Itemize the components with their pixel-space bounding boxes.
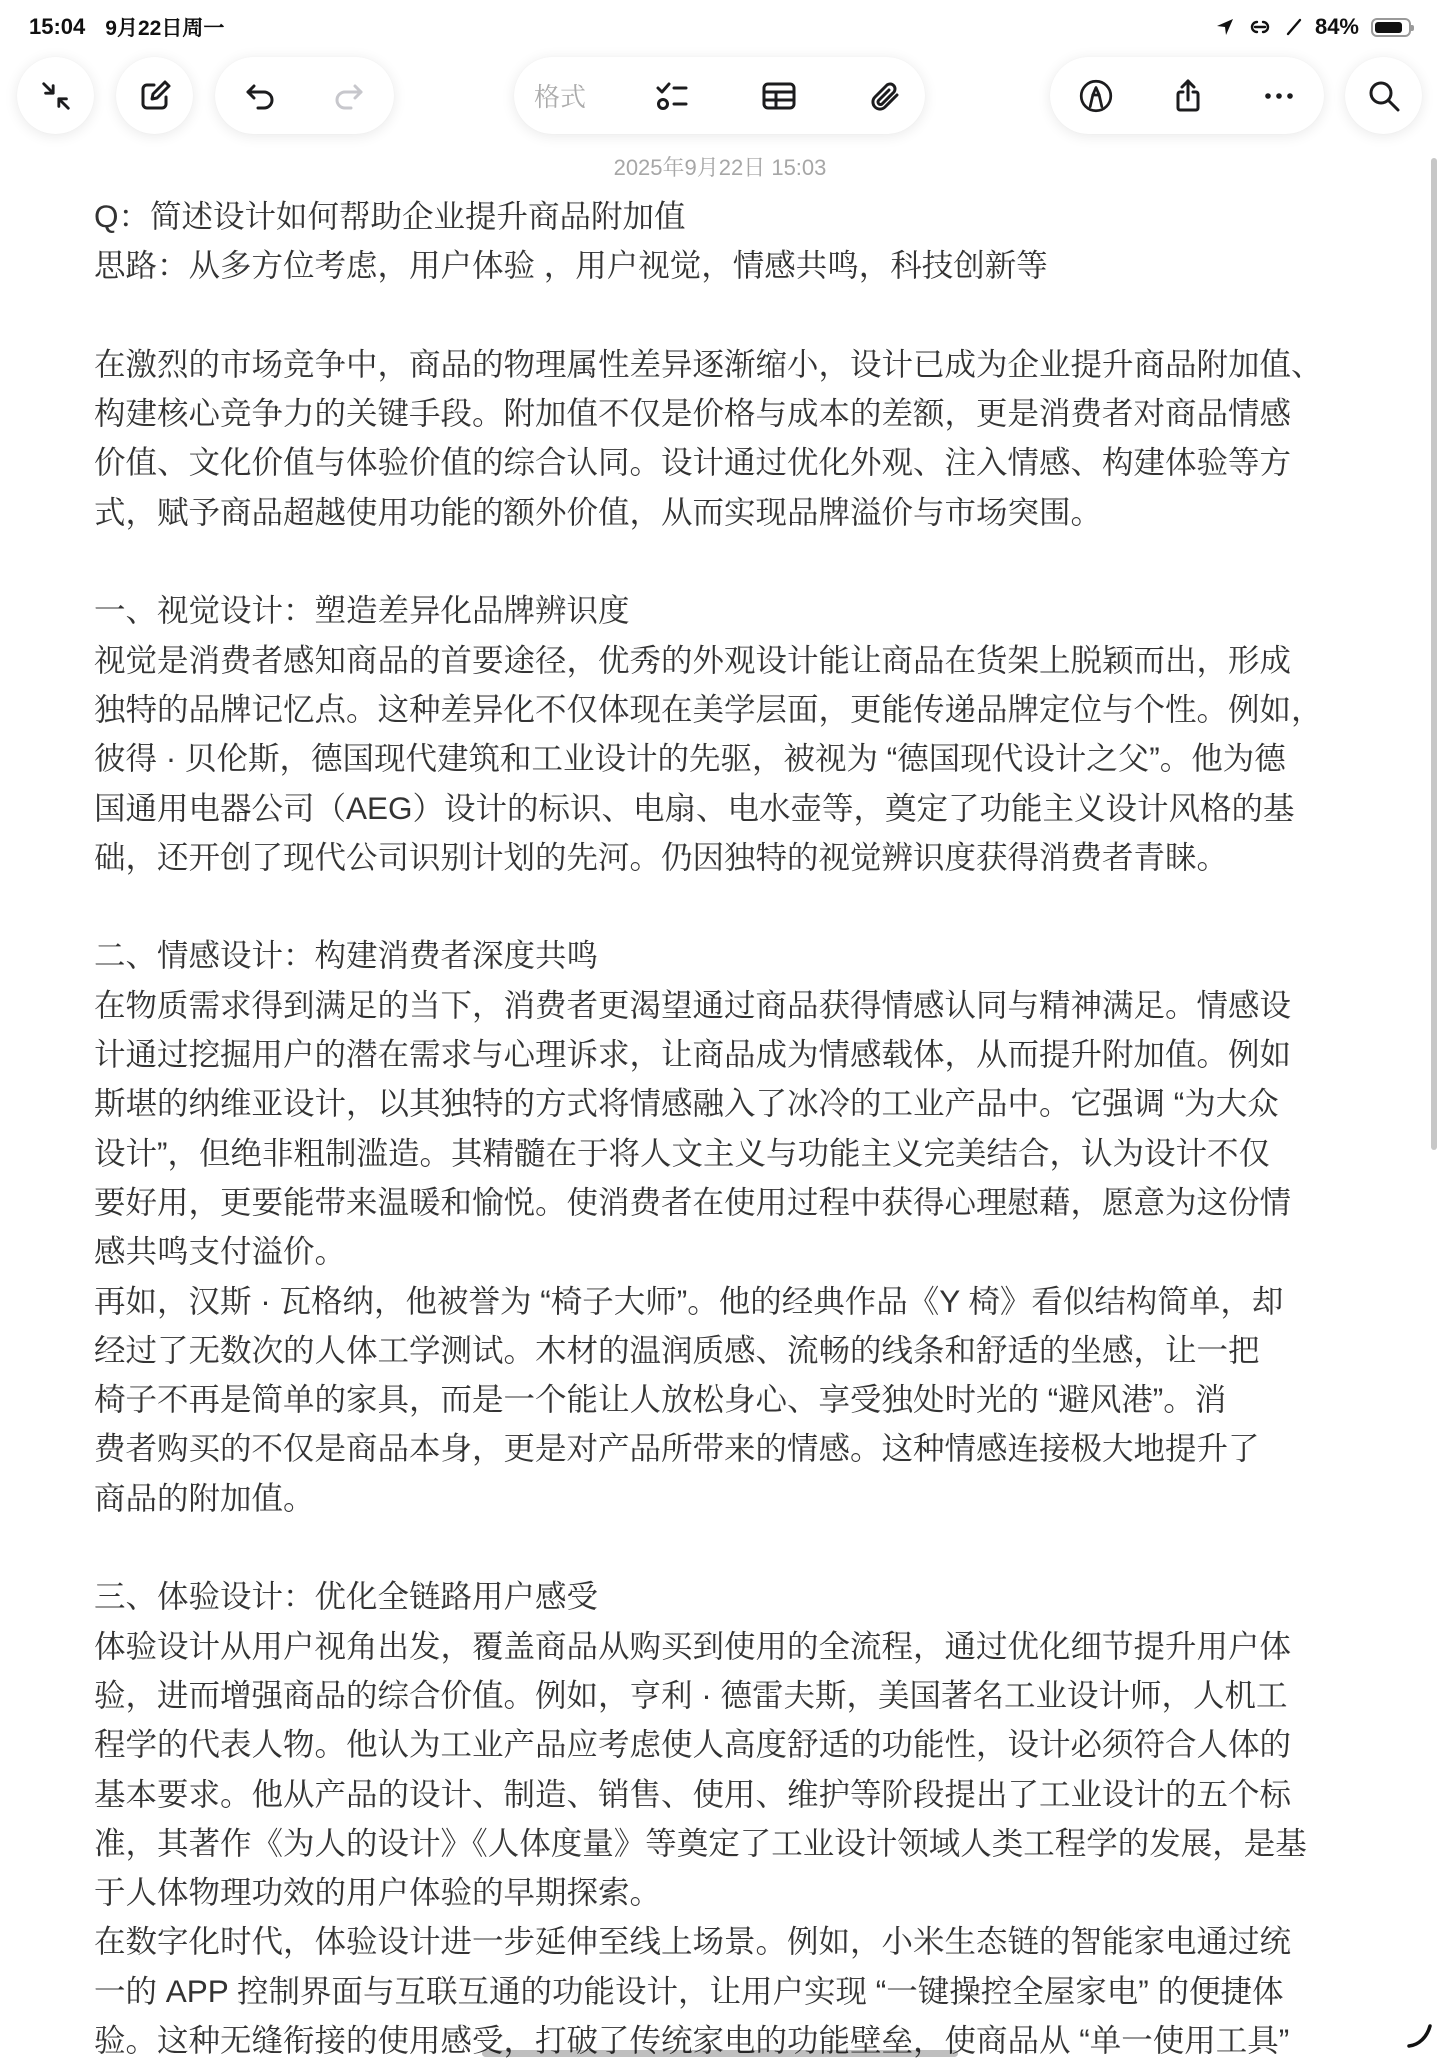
note-blank-line[interactable] [94,537,1414,586]
collapse-arrows-icon [39,79,73,113]
redo-icon [331,78,367,114]
note-line[interactable]: 体验设计从用户视角出发，覆盖商品从购买到使用的全流程，通过优化细节提升用户体 [94,1627,1292,1664]
note-line[interactable]: 在物质需求得到满足的当下，消费者更渴望通过商品获得情感认同与精神满足。情感设 [94,986,1292,1023]
table-button[interactable] [759,78,799,114]
note-line[interactable]: 于人体物理功效的用户体验的早期探索。 [94,1874,662,1911]
note-line[interactable]: 设计”，但绝非粗制滥造。其精髓在于将人文主义与功能主义完美结合，认为设计不仅 [94,1134,1270,1171]
note-line[interactable]: 斯堪的纳维亚设计，以其独特的方式将情感融入了冰冷的工业产品中。它强调 “为大众 [94,1085,1279,1122]
note-blank-line[interactable] [94,1523,1414,1572]
search-button[interactable] [1345,57,1422,134]
collapse-button[interactable] [17,57,94,134]
undo-redo-group [215,57,394,134]
vertical-scrollbar[interactable] [1431,158,1437,1150]
compose-icon [137,78,173,114]
note-line[interactable]: 彼得 · 贝伦斯，德国现代建筑和工业设计的先驱，被视为 “德国现代设计之父”。他为德 [94,740,1286,777]
location-arrow-icon [1215,17,1235,37]
note-line[interactable]: 视觉是消费者感知商品的首要途径，优秀的外观设计能让商品在货架上脱颖而出，形成 [94,641,1292,678]
battery-icon [1371,18,1411,37]
note-line[interactable]: 在激烈的市场竞争中，商品的物理属性差异逐渐缩小，设计已成为企业提升商品附加值、 [94,345,1323,382]
paperclip-icon [865,78,905,114]
link-icon [1247,17,1273,37]
apple-pencil-icon [1285,17,1303,37]
note-line[interactable]: 一的 APP 控制界面与互联互通的功能设计，让用户实现 “一键操控全屋家电” 的便捷体 [94,1972,1284,2009]
pencil-scribble-icon [1405,2020,1435,2050]
compose-button[interactable] [116,57,193,134]
format-button[interactable]: 格式 [534,82,587,112]
note-line[interactable]: 构建核心竞争力的关键手段。附加值不仅是价格与成本的差额，更是消费者对商品情感 [94,395,1292,432]
note-section-heading[interactable]: 一、视觉设计：塑造差异化品牌辨识度 [94,592,630,629]
battery-fill [1375,22,1402,33]
note-line[interactable]: 商品的附加值。 [94,1479,315,1516]
search-icon [1366,78,1402,114]
note-line[interactable]: 再如，汉斯 · 瓦格纳，他被誉为 “椅子大师”。他的经典作品《Y 椅》看似结构简单，却 [94,1282,1284,1319]
note-blank-line[interactable] [94,291,1414,340]
note-line[interactable]: 准，其著作《为人的设计》《人体度量》等奠定了工业设计领域人类工程学的发展，是基 [94,1824,1307,1861]
note-line[interactable]: 程学的代表人物。他认为工业产品应考虑使人高度舒适的功能性，设计必须符合人体的 [94,1726,1292,1763]
note-line[interactable]: 经过了无数次的人体工学测试。木材的温润质感、流畅的线条和舒适的坐感，让一把 [94,1331,1260,1368]
note-line[interactable]: 验。这种无缝衔接的使用感受，打破了传统家电的功能壁垒，使商品从 “单一使用工具” [94,2021,1290,2058]
status-time: 15:04 [29,14,86,39]
note-line[interactable]: 价值、文化价值与体验价值的综合认同。设计通过优化外观、注入情感、构建体验等方 [94,444,1292,481]
note-line[interactable]: 计通过挖掘用户的潜在需求与心理诉求，让商品成为情感载体，从而提升附加值。例如 [94,1036,1292,1073]
attachment-button[interactable] [865,78,905,114]
markup-icon [1077,77,1115,115]
note-body[interactable] [94,192,1414,2065]
more-button[interactable] [1261,78,1297,114]
status-bar-left [29,12,224,42]
note-line[interactable]: 要好用，更要能带来温暖和愉悦。使消费者在使用过程中获得心理慰藉，愿意为这份情 [94,1183,1292,1220]
note-timestamp: 2025年9月22日 15:03 [613,155,827,180]
home-indicator [482,2050,958,2057]
note-line[interactable]: 思路：从多方位考虑，用户体验 ，用户视觉，情感共鸣，科技创新等 [94,247,1048,284]
undo-icon [242,78,278,114]
status-bar-right [1215,12,1411,42]
redo-button[interactable] [331,78,367,114]
note-blank-line[interactable] [94,882,1414,931]
checklist-icon [652,78,692,114]
share-button[interactable] [1170,77,1206,115]
note-line[interactable]: 独特的品牌记忆点。这种差异化不仅体现在美学层面，更能传递品牌定位与个性。例如， [94,690,1323,727]
format-toolbar-group [514,57,925,134]
note-line[interactable]: 验，进而增强商品的综合价值。例如，亨利 · 德雷夫斯，美国著名工业设计师，人机工 [94,1676,1288,1713]
battery-percent: 84% [1314,14,1359,39]
note-line[interactable]: 式，赋予商品超越使用功能的额外价值，从而实现品牌溢价与市场突围。 [94,493,1103,530]
note-line[interactable]: 基本要求。他从产品的设计、制造、销售、使用、维护等阶段提出了工业设计的五个标 [94,1775,1292,1812]
note-line[interactable]: 础，还开创了现代公司识别计划的先河。仍因独特的视觉辨识度获得消费者青睐。 [94,838,1229,875]
note-line[interactable]: 感共鸣支付溢价。 [94,1233,347,1270]
note-section-heading[interactable]: 二、情感设计：构建消费者深度共鸣 [94,937,599,974]
markup-button[interactable] [1077,77,1115,115]
pencil-scribble-button[interactable] [1405,2020,1435,2050]
note-line[interactable]: 在数字化时代，体验设计进一步延伸至线上场景。例如，小米生态链的智能家电通过统 [94,1923,1292,1960]
note-line[interactable]: 国通用电器公司（AEG）设计的标识、电扇、电水壶等，奠定了功能主义设计风格的基 [94,789,1295,826]
actions-toolbar-group [1050,57,1324,134]
note-section-heading[interactable]: 三、体验设计：优化全链路用户感受 [94,1578,599,1615]
note-title-line[interactable]: Q：简述设计如何帮助企业提升商品附加值 [94,198,686,234]
note-line[interactable]: 椅子不再是简单的家具，而是一个能让人放松身心、享受独处时光的 “避风港”。消 [94,1381,1227,1418]
undo-button[interactable] [242,78,278,114]
more-icon [1261,78,1297,114]
status-date: 9月22日周一 [105,17,225,40]
share-icon [1170,77,1206,115]
table-icon [759,78,799,114]
note-line[interactable]: 费者购买的不仅是商品本身，更是对产品所带来的情感。这种情感连接极大地提升了 [94,1430,1260,1467]
checklist-button[interactable] [652,78,692,114]
